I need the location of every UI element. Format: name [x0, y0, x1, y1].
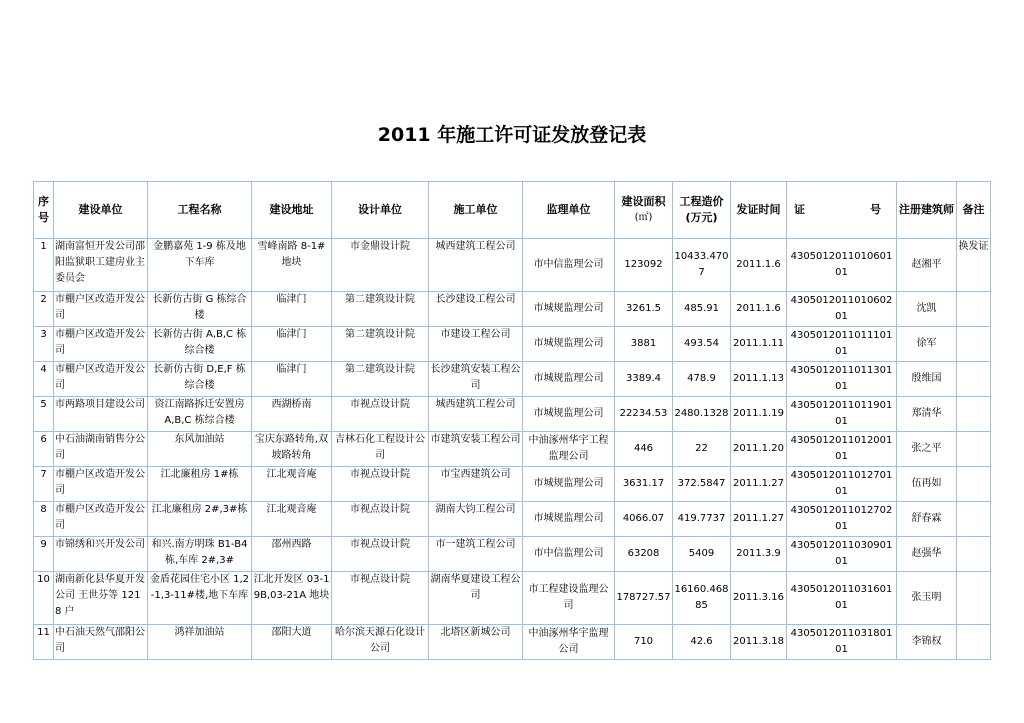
cell-supervise: 市城规监理公司 — [523, 397, 615, 432]
table-row — [34, 432, 991, 467]
cell-construct: 市一建筑工程公司 — [429, 537, 523, 572]
header-area-unit: (㎡) — [634, 212, 653, 223]
cell-design: 第二建筑设计院 — [332, 327, 429, 362]
header-supervise: 监理单位 — [523, 182, 615, 239]
cell-construct: 市宝西建筑公司 — [429, 467, 523, 502]
cell-cert: 430501201101270101 — [787, 467, 897, 502]
cell-area: 178727.57 — [615, 572, 673, 625]
cell-note — [957, 467, 991, 502]
cell-project: 东风加油站 — [148, 432, 252, 467]
cell-architect: 伍再如 — [897, 467, 957, 502]
header-date: 发证时间 — [731, 182, 787, 239]
cell-date: 2011.1.20 — [731, 432, 787, 467]
cell-builder: 市棚户区改造开发公司 — [54, 467, 148, 502]
cell-note — [957, 502, 991, 537]
cell-cert: 430501201101060101 — [787, 239, 897, 292]
cell-seq: 1 — [34, 239, 54, 292]
cell-construct: 长沙建筑安装工程公司 — [429, 362, 523, 397]
table-row — [34, 239, 991, 292]
cell-cert: 430501201103090101 — [787, 537, 897, 572]
cell-design: 市视点设计院 — [332, 397, 429, 432]
cell-cost: 42.6 — [673, 625, 731, 660]
cell-builder: 市棚户区改造开发公司 — [54, 292, 148, 327]
cell-builder: 湖南富恒开发公司邵阳监狱职工建房业主委员会 — [54, 239, 148, 292]
cell-address: 临津门 — [252, 362, 332, 397]
cell-seq: 6 — [34, 432, 54, 467]
cell-supervise: 中油涿州华宇工程监理公司 — [523, 432, 615, 467]
cell-address: 江北开发区 03-19B,03-21A 地块 — [252, 572, 332, 625]
cell-construct: 市建筑安装工程公司 — [429, 432, 523, 467]
cell-supervise: 市城规监理公司 — [523, 292, 615, 327]
cell-supervise: 市中信监理公司 — [523, 239, 615, 292]
header-cert-a: 证 — [794, 203, 805, 216]
cell-cost: 478.9 — [673, 362, 731, 397]
cell-design: 哈尔滨天源石化设计公司 — [332, 625, 429, 660]
header-project: 工程名称 — [148, 182, 252, 239]
cell-area: 710 — [615, 625, 673, 660]
cell-area: 123092 — [615, 239, 673, 292]
cell-note — [957, 537, 991, 572]
table-body — [34, 239, 991, 660]
table-row — [34, 625, 991, 660]
cell-design: 市视点设计院 — [332, 502, 429, 537]
cell-cert: 430501201101190101 — [787, 397, 897, 432]
cell-supervise: 市城规监理公司 — [523, 327, 615, 362]
cell-architect: 沈凯 — [897, 292, 957, 327]
cell-project: 资江南路拆迁安置房 A,B,C 栋综合楼 — [148, 397, 252, 432]
cell-address: 西湖桥南 — [252, 397, 332, 432]
cell-date: 2011.1.6 — [731, 292, 787, 327]
header-construct: 施工单位 — [429, 182, 523, 239]
header-address: 建设地址 — [252, 182, 332, 239]
header-area — [615, 182, 673, 239]
cell-date: 2011.1.11 — [731, 327, 787, 362]
cell-builder: 市锦绣和兴开发公司 — [54, 537, 148, 572]
cell-address: 邵州西路 — [252, 537, 332, 572]
cell-builder: 市棚户区改造开发公司 — [54, 502, 148, 537]
cell-date: 2011.3.18 — [731, 625, 787, 660]
cell-project: 金鹏嘉苑 1-9 栋及地下车库 — [148, 239, 252, 292]
cell-note — [957, 572, 991, 625]
cell-cert: 430501201103160101 — [787, 572, 897, 625]
cell-area: 3389.4 — [615, 362, 673, 397]
header-architect: 注册建筑师 — [897, 182, 957, 239]
cell-supervise: 市城规监理公司 — [523, 467, 615, 502]
cell-cert: 430501201101060201 — [787, 292, 897, 327]
header-cost — [673, 182, 731, 239]
header-cost-unit: (万元) — [685, 211, 718, 224]
cell-address: 临津门 — [252, 327, 332, 362]
cell-cost: 419.7737 — [673, 502, 731, 537]
cell-seq: 10 — [34, 572, 54, 625]
cell-seq: 7 — [34, 467, 54, 502]
cell-supervise: 市城规监理公司 — [523, 502, 615, 537]
cell-project: 江北廉租房 2#,3#栋 — [148, 502, 252, 537]
cell-architect: 张之平 — [897, 432, 957, 467]
cell-seq: 4 — [34, 362, 54, 397]
cell-date: 2011.1.13 — [731, 362, 787, 397]
cell-address: 江北观音庵 — [252, 502, 332, 537]
cell-architect: 赵湘平 — [897, 239, 957, 292]
cell-project: 长新仿古街 A,B,C 栋综合楼 — [148, 327, 252, 362]
cell-area: 63208 — [615, 537, 673, 572]
cell-area: 446 — [615, 432, 673, 467]
cell-architect: 张玉明 — [897, 572, 957, 625]
cell-date: 2011.1.27 — [731, 467, 787, 502]
cell-note — [957, 292, 991, 327]
cell-project: 江北廉租房 1#栋 — [148, 467, 252, 502]
cell-address: 临津门 — [252, 292, 332, 327]
header-row — [34, 182, 991, 239]
cell-date: 2011.1.6 — [731, 239, 787, 292]
cell-address: 江北观音庵 — [252, 467, 332, 502]
header-builder: 建设单位 — [54, 182, 148, 239]
cell-cert: 430501201101110101 — [787, 327, 897, 362]
cell-cost: 5409 — [673, 537, 731, 572]
header-seq: 序号 — [34, 182, 54, 239]
cell-cert: 430501201101200101 — [787, 432, 897, 467]
cell-cost: 2480.1328 — [673, 397, 731, 432]
table-row — [34, 327, 991, 362]
cell-builder: 中石油湖南销售分公司 — [54, 432, 148, 467]
table-row — [34, 397, 991, 432]
cell-construct: 长沙建设工程公司 — [429, 292, 523, 327]
table-row — [34, 502, 991, 537]
table-row — [34, 537, 991, 572]
header-cost-label: 工程造价 — [679, 195, 724, 208]
permit-register-table — [33, 181, 991, 660]
cell-cost: 372.5847 — [673, 467, 731, 502]
cell-design: 市视点设计院 — [332, 537, 429, 572]
header-area-label: 建设面积 — [621, 195, 666, 208]
cell-cost: 10433.4707 — [673, 239, 731, 292]
cell-construct: 湖南大钧工程公司 — [429, 502, 523, 537]
cell-seq: 11 — [34, 625, 54, 660]
cell-note — [957, 397, 991, 432]
cell-area: 3881 — [615, 327, 673, 362]
cell-address: 宝庆东路转角,双坡路转角 — [252, 432, 332, 467]
cell-date: 2011.3.9 — [731, 537, 787, 572]
cell-architect: 舒春霖 — [897, 502, 957, 537]
cell-design: 第二建筑设计院 — [332, 362, 429, 397]
cell-supervise: 市城规监理公司 — [523, 362, 615, 397]
cell-note: 换发证 — [957, 239, 991, 292]
cell-construct: 城西建筑工程公司 — [429, 239, 523, 292]
cell-address: 雪峰南路 8-1#地块 — [252, 239, 332, 292]
cell-note — [957, 327, 991, 362]
cell-builder: 市棚户区改造开发公司 — [54, 362, 148, 397]
cell-project: 长新仿古街 D,E,F 栋综合楼 — [148, 362, 252, 397]
cell-supervise: 市工程建设监理公司 — [523, 572, 615, 625]
cell-cert: 430501201101270201 — [787, 502, 897, 537]
cell-supervise: 市中信监理公司 — [523, 537, 615, 572]
cell-cost: 493.54 — [673, 327, 731, 362]
header-note: 备注 — [957, 182, 991, 239]
cell-area: 3631.17 — [615, 467, 673, 502]
cell-builder: 中石油天然气邵阳公司 — [54, 625, 148, 660]
cell-cost: 16160.46885 — [673, 572, 731, 625]
cell-design: 吉林石化工程设计公司 — [332, 432, 429, 467]
cell-architect: 殷维国 — [897, 362, 957, 397]
cell-architect: 郑清华 — [897, 397, 957, 432]
table-row — [34, 572, 991, 625]
cell-architect: 徐军 — [897, 327, 957, 362]
cell-construct: 市建设工程公司 — [429, 327, 523, 362]
cell-date: 2011.3.16 — [731, 572, 787, 625]
cell-construct: 北塔区新城公司 — [429, 625, 523, 660]
cell-supervise: 中油涿州华宇监理公司 — [523, 625, 615, 660]
cell-project: 鸿祥加油站 — [148, 625, 252, 660]
header-design: 设计单位 — [332, 182, 429, 239]
cell-cost: 22 — [673, 432, 731, 467]
cell-seq: 8 — [34, 502, 54, 537]
cell-builder: 湖南新化县华夏开发公司 王世芬等 1218 户 — [54, 572, 148, 625]
cell-area: 3261.5 — [615, 292, 673, 327]
cell-seq: 3 — [34, 327, 54, 362]
cell-builder: 市两路项目建设公司 — [54, 397, 148, 432]
cell-note — [957, 362, 991, 397]
cell-cert: 430501201103180101 — [787, 625, 897, 660]
cell-project: 长新仿古街 G 栋综合楼 — [148, 292, 252, 327]
cell-note — [957, 432, 991, 467]
header-cert-b: 号 — [870, 203, 881, 216]
cell-address: 邵阳大道 — [252, 625, 332, 660]
cell-seq: 2 — [34, 292, 54, 327]
table-row — [34, 467, 991, 502]
cell-project: 和兴.南方明珠 B1-B4 栋,车库 2#,3# — [148, 537, 252, 572]
cell-design: 市视点设计院 — [332, 572, 429, 625]
cell-construct: 湖南华夏建设工程公司 — [429, 572, 523, 625]
table-row — [34, 362, 991, 397]
cell-design: 第二建筑设计院 — [332, 292, 429, 327]
cell-area: 4066.07 — [615, 502, 673, 537]
cell-builder: 市棚户区改造开发公司 — [54, 327, 148, 362]
cell-date: 2011.1.27 — [731, 502, 787, 537]
table-row — [34, 292, 991, 327]
cell-construct: 城西建筑工程公司 — [429, 397, 523, 432]
cell-architect: 赵强华 — [897, 537, 957, 572]
cell-cert: 430501201101130101 — [787, 362, 897, 397]
page-title: 2011 年施工许可证发放登记表 — [377, 124, 647, 146]
cell-cost: 485.91 — [673, 292, 731, 327]
cell-project: 金盾花园住宅小区 1,2-1,3-11#楼,地下车库 — [148, 572, 252, 625]
cell-architect: 李锦权 — [897, 625, 957, 660]
cell-seq: 9 — [34, 537, 54, 572]
cell-design: 市视点设计院 — [332, 467, 429, 502]
cell-note — [957, 625, 991, 660]
cell-area: 22234.53 — [615, 397, 673, 432]
cell-date: 2011.1.19 — [731, 397, 787, 432]
cell-seq: 5 — [34, 397, 54, 432]
cell-design: 市金鼎设计院 — [332, 239, 429, 292]
header-cert — [787, 182, 897, 239]
